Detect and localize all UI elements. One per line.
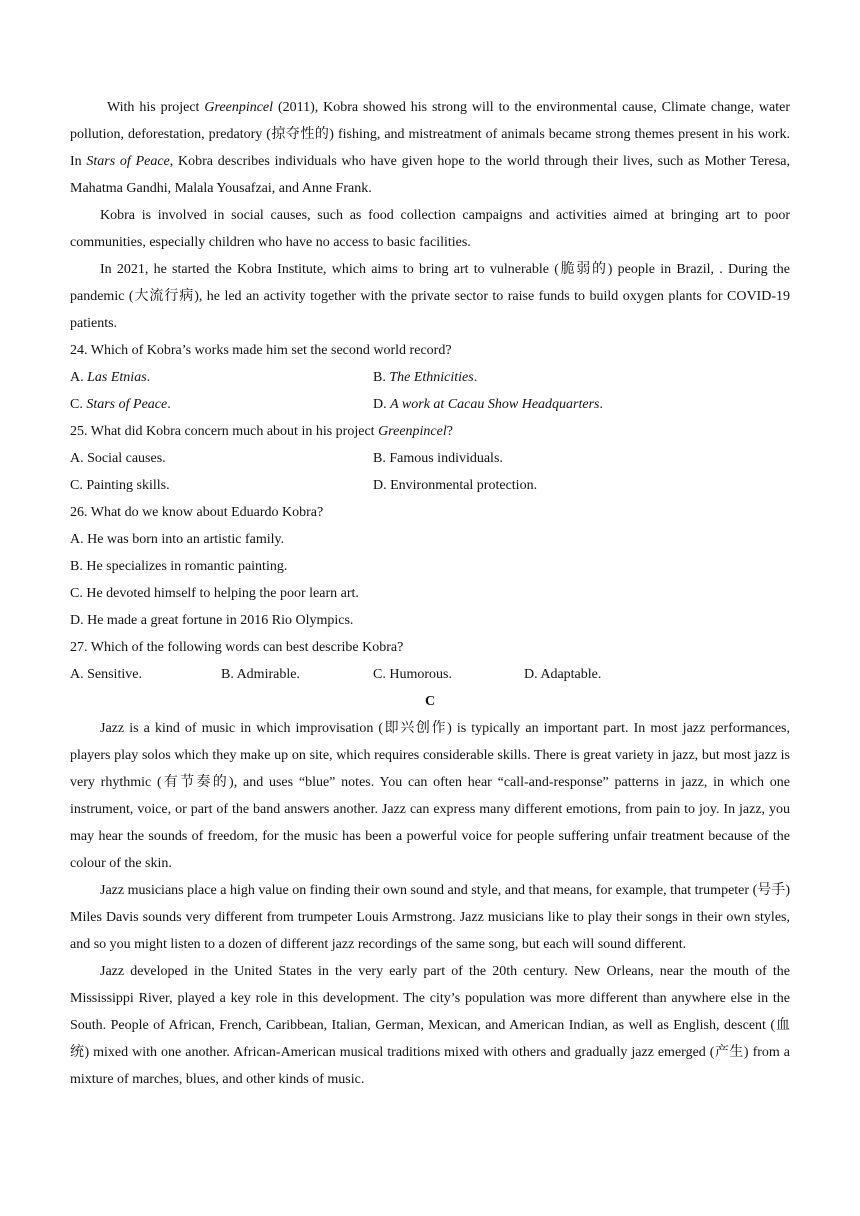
option-punct: . [599, 397, 603, 412]
question-26-option-b: B. He specializes in romantic painting. [70, 559, 288, 574]
paragraph-jazz-style: Jazz musicians place a high value on finding their own sound and style, and that means, for example, that trumpeter (号手) Miles Davis sounds very different from trumpeter Louis Armstrong. Jazz musicians like to play their songs in their own styles, and so you might listen to a dozen of different jazz recordings of the same song, but each will sound different. [70, 883, 790, 952]
question-27-option-b: B. Admirable. [221, 667, 300, 682]
question-24-option-d [373, 391, 790, 418]
question-25-option-c: C. Painting skills. [70, 478, 170, 493]
option-punct: . [473, 370, 478, 385]
question-27-stem: 27. Which of the following words can best describe Kobra? [70, 640, 404, 655]
option-text: Las Etnias [87, 370, 147, 385]
question-26-option-c: C. He devoted himself to helping the poor learn art. [70, 586, 359, 601]
text-run: , Kobra describes individuals who have given hope to the world through their lives, such as Mother Teresa, Mahatma Gandhi, Malala Yousafzai, and Anne Frank. [70, 154, 790, 196]
section-heading-c: C [424, 694, 436, 709]
paragraph-jazz-history: Jazz developed in the United States in the very early part of the 20th century. New Orleans, near the mouth of the Mississippi River, played a key role in this development. The city’s population was more different than anywhere else in the South. People of African, French, Caribbean, Italian, German, Mexican, and American Indian, as well as English, descent (血统) mixed with one another. African-American musical traditions mixed with others and gradually jazz emerged (产生) from a mixture of marches, blues, and other kinds of music. [70, 964, 790, 1087]
question-25-stem [70, 418, 790, 445]
question-24-option-a [70, 364, 373, 391]
work-title: Greenpincel [204, 100, 274, 115]
option-punct: . [146, 370, 151, 385]
question-25-option-d: D. Environmental protection. [373, 478, 538, 493]
question-25-options [70, 445, 790, 499]
question-26-option-a: A. He was born into an artistic family. [70, 532, 285, 547]
question-25-option-b: B. Famous individuals. [373, 451, 503, 466]
paragraph-social-causes: Kobra is involved in social causes, such as food collection campaigns and activities aimed at bringing art to poor communities, especially children who have no access to basic facilities. [70, 208, 790, 250]
text-run: With his project [107, 100, 205, 115]
option-letter: C. [70, 397, 87, 412]
option-text: The Ethnicities [389, 370, 474, 385]
option-letter: D. [373, 397, 391, 412]
question-27-option-d: D. Adaptable. [524, 667, 602, 682]
text-run: ? [446, 424, 453, 439]
question-26-option-d: D. He made a great fortune in 2016 Rio Olympics. [70, 613, 354, 628]
question-24-option-b [373, 364, 790, 391]
question-25-option-a: A. Social causes. [70, 451, 166, 466]
question-24-option-c [70, 391, 373, 418]
question-27-option-c: C. Humorous. [373, 667, 452, 682]
question-27-options [70, 661, 790, 688]
option-letter: A. [70, 370, 88, 385]
paragraph-jazz-intro: Jazz is a kind of music in which improvisation (即兴创作) is typically an important part. In most jazz performances, players play solos which they make up on site, which requires considerable skills. There is great variety in jazz, but most jazz is very rhythmic (有节奏的), and uses “blue” notes. You can often hear “call-and-response” patterns in jazz, in which one instrument, voice, or part of the band answers another. Jazz can express many different emotions, from pain to joy. In jazz, you may hear the sounds of freedom, for the music has been a powerful voice for people suffering unfair treatment because of the colour of the skin. [70, 721, 790, 871]
paragraph-greenpincel [70, 94, 790, 202]
document-page [70, 94, 790, 1093]
work-title: Stars of Peace [86, 154, 170, 169]
option-letter: B. [373, 370, 390, 385]
question-26-stem: 26. What do we know about Eduardo Kobra? [70, 505, 324, 520]
work-title: Greenpincel [378, 424, 447, 439]
text-run: 25. What did Kobra concern much about in his project [70, 424, 379, 439]
question-27-option-a: A. Sensitive. [70, 667, 142, 682]
paragraph-kobra-institute: In 2021, he started the Kobra Institute, which aims to bring art to vulnerable (脆弱的) people in Brazil, . During the pandemic (大流行病), he led an activity together with the private sector to raise funds to build oxygen plants for COVID-19 patients. [70, 262, 790, 331]
text-run: (2011), Kobra showed his strong will to the environmental cause, Climate change, water pollution, deforestation, predatory (掠夺性的) fishing, and mistreatment of animals became strong themes present in his work. In [70, 100, 790, 169]
question-24-options [70, 364, 790, 418]
option-punct: . [167, 397, 171, 412]
option-text: Stars of Peace [86, 397, 168, 412]
question-24-stem: 24. Which of Kobra’s works made him set the second world record? [70, 343, 452, 358]
option-text: A work at Cacau Show Headquarters [390, 397, 600, 412]
